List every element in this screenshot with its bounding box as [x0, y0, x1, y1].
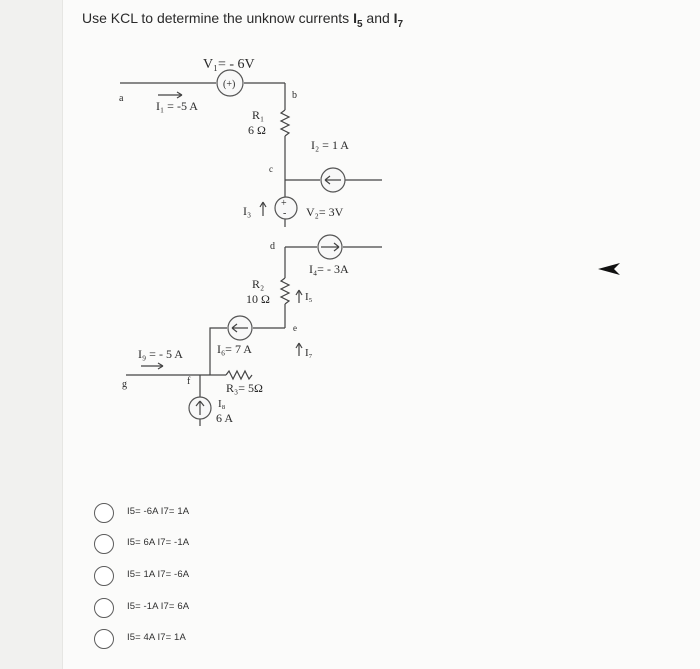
unknown-i5: $I_5$ — [353, 10, 363, 30]
v1-label: V₁= - 6V — [203, 57, 255, 72]
v2-label: V₂= 3V — [306, 205, 344, 219]
option-3[interactable] — [94, 566, 394, 592]
option-3-radio[interactable] — [94, 566, 114, 586]
i7-label: I₇ — [305, 347, 313, 359]
resistor-r2 — [281, 278, 289, 304]
i8-name: I₈ — [218, 398, 226, 410]
option-1-label: I5= -6A I7= 1A — [127, 506, 190, 517]
node-b: b — [292, 90, 297, 101]
option-4[interactable] — [94, 598, 394, 624]
option-1[interactable] — [94, 503, 394, 529]
option-2[interactable] — [94, 534, 394, 560]
i5-label: I₅ — [305, 291, 313, 303]
r3-label: R₃= 5Ω — [226, 381, 263, 395]
v2-source-plus: + — [281, 198, 287, 209]
option-5-label: I5= 4A I7= 1A — [127, 632, 186, 643]
option-4-radio[interactable] — [94, 598, 114, 618]
resistor-r3 — [226, 371, 252, 379]
v1-source-plus: (+) — [223, 79, 236, 90]
node-g: g — [122, 379, 127, 390]
resistor-r1 — [281, 110, 289, 136]
i2-label: I₂ = 1 A — [311, 138, 349, 152]
i6-label: I₆= 7 A — [217, 342, 252, 356]
node-e: e — [293, 323, 297, 333]
unknown-i7: $I_7$ — [393, 10, 404, 30]
i1-arrow-icon — [158, 92, 182, 98]
i5-arrow-icon — [296, 290, 302, 303]
option-4-label: I5= -1A I7= 6A — [127, 601, 190, 612]
i7-arrow-icon — [296, 343, 302, 356]
i9-label: I₉ = - 5 A — [138, 347, 183, 361]
option-2-label: I5= 6A I7= -1A — [127, 537, 190, 548]
v2-source-minus: - — [283, 208, 287, 219]
i9-arrow-icon — [141, 363, 163, 369]
node-d: d — [270, 241, 275, 252]
option-3-label: I5= 1A I7= -6A — [127, 569, 190, 580]
option-1-radio[interactable] — [94, 503, 114, 523]
node-c: c — [269, 164, 273, 174]
option-2-radio[interactable] — [94, 534, 114, 554]
option-5-radio[interactable] — [94, 629, 114, 649]
r2-value: 10 Ω — [246, 292, 270, 306]
r2-name: R₂ — [252, 277, 265, 291]
r1-value: 6 Ω — [248, 123, 266, 137]
i4-label: I₄= - 3A — [309, 262, 349, 276]
i3-label: I₃ — [243, 204, 252, 218]
question-prefix: Use KCL to determine the unknow currents — [82, 10, 354, 26]
i3-arrow-icon — [260, 202, 266, 216]
i1-label: I₁ = -5 A — [156, 99, 198, 113]
node-a: a — [119, 93, 124, 104]
question-joiner: and — [362, 10, 394, 26]
r1-name: R₁ — [252, 108, 265, 122]
mouse-pointer-icon — [597, 262, 621, 276]
option-5[interactable] — [94, 629, 394, 655]
node-f: f — [187, 376, 191, 387]
i8-value: 6 A — [216, 411, 234, 425]
